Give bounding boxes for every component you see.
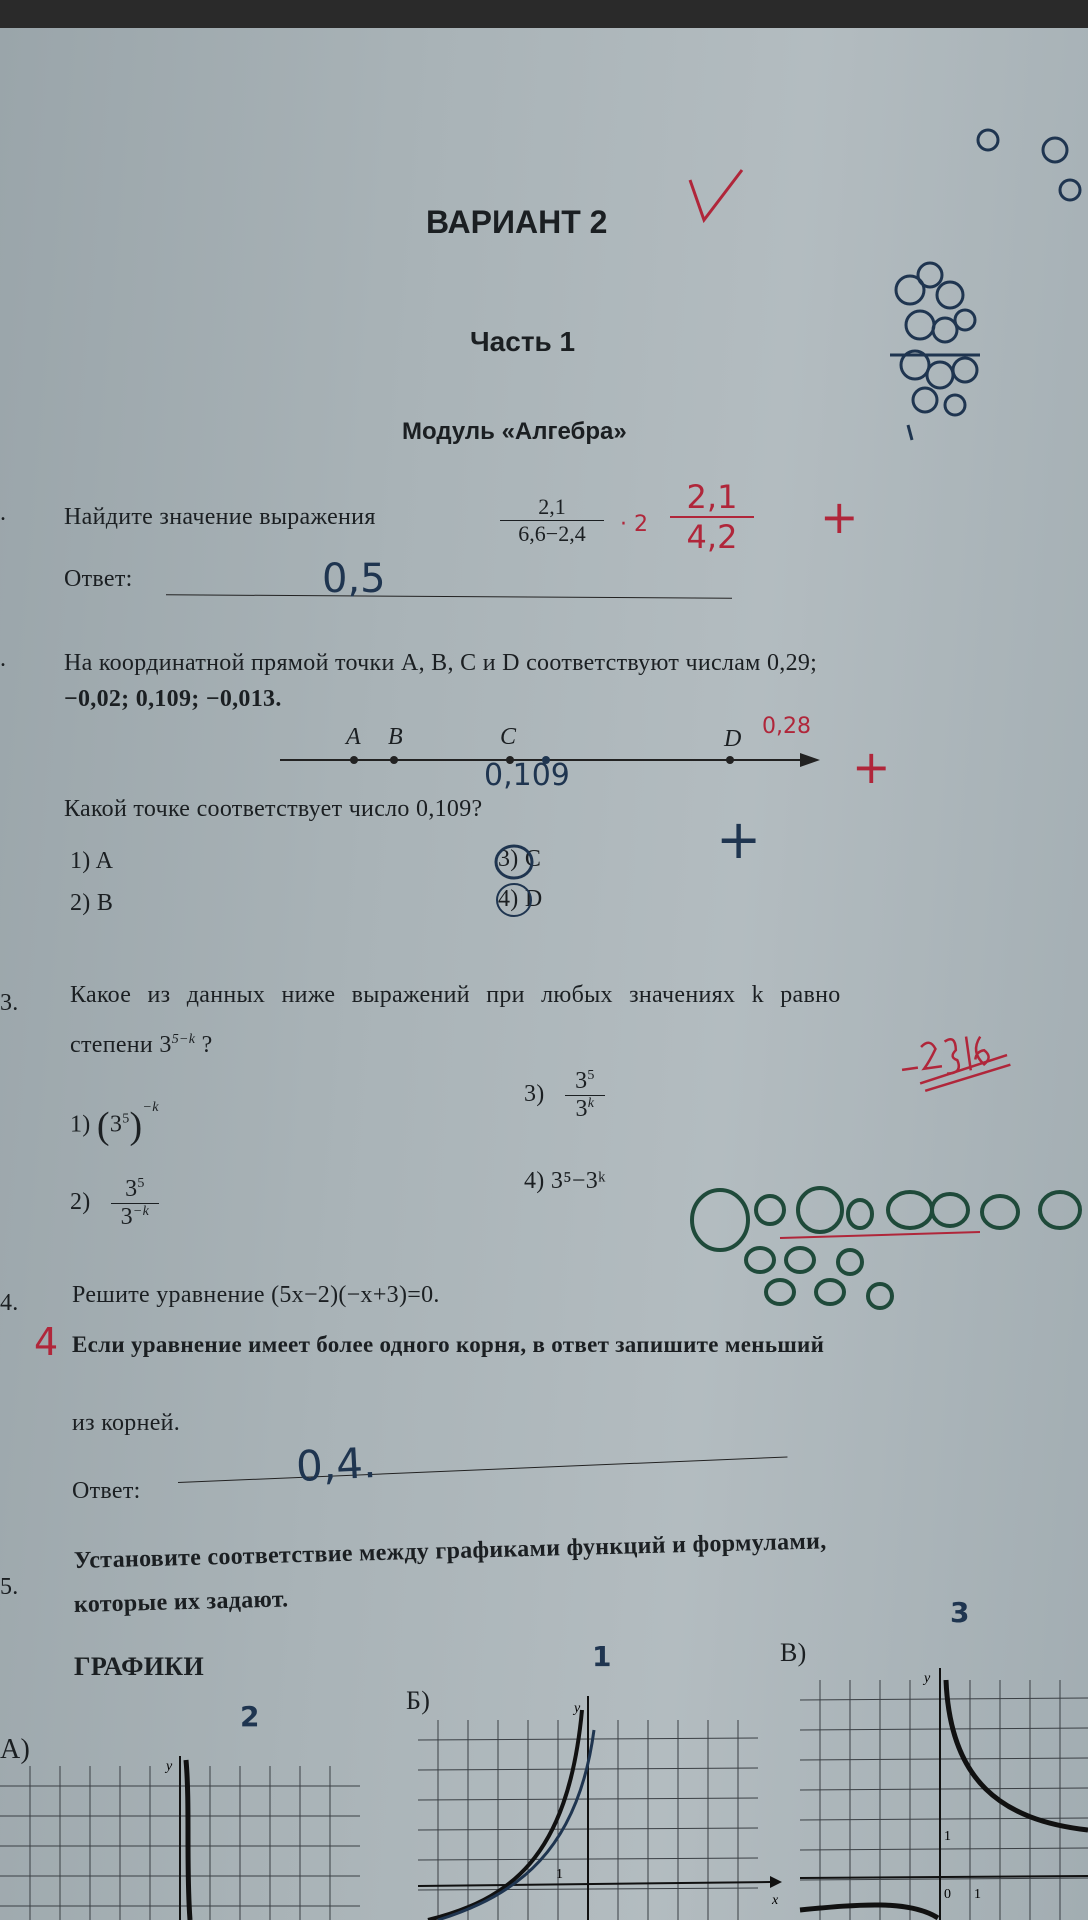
task3-power: 5−k (171, 1032, 196, 1047)
task4-hand-number: 4 (34, 1320, 59, 1364)
svg-text:y: y (166, 1759, 173, 1774)
graph-v-hand-mark: 3 (950, 1596, 970, 1629)
task5-text-line2: которые их задают. (73, 1586, 289, 1618)
graphs-title: ГРАФИКИ (74, 1652, 204, 1681)
task1-number: . (0, 500, 6, 526)
green-scribble-icon (680, 1180, 1088, 1320)
svg-text:1: 1 (556, 1867, 563, 1882)
task3-option-2: 2) $\frac{3^5}{3^{-k}}$ (70, 1176, 159, 1231)
task3-option-3-prefix: 3) (524, 1081, 545, 1108)
svg-text:x: x (772, 1893, 779, 1908)
task2-hand-d-value: 0,28 (762, 714, 811, 739)
task3-text-line2 (70, 1032, 213, 1059)
graph-b (418, 1690, 788, 1920)
task1-fraction-denominator: 6,6−2,4 (518, 521, 586, 546)
task1-text: Найдите значение выражения (64, 504, 376, 530)
task2-option-4: 4) D (498, 886, 543, 912)
module-title: Модуль «Алгебра» (402, 418, 627, 445)
task5-number: 5. (0, 1574, 19, 1600)
ink-scribble-icon (880, 110, 1080, 440)
graph-v (800, 1660, 1088, 1920)
task2-option-2: 2) B (70, 890, 114, 916)
task1-answer-label: Ответ: (64, 566, 133, 592)
task1-fraction (500, 494, 604, 547)
svg-text:y: y (574, 1701, 581, 1716)
task3-text-line2-main: степени 3 (70, 1032, 172, 1058)
graph-label-b: Б) (406, 1686, 431, 1715)
task2-option-3: 3) C (498, 846, 542, 872)
graph-b-hand-mark: 1 (592, 1640, 612, 1673)
graph-label-v: В) (780, 1638, 807, 1667)
task2-hand-mark2: + (716, 808, 762, 871)
axis-label-b: B (388, 724, 403, 750)
axis-label-c: C (500, 724, 517, 750)
axis-label-d: D (724, 726, 742, 752)
task1-hand-work-numerator: 2,1 (670, 478, 754, 518)
task3-option-2-prefix: 2) (70, 1189, 91, 1216)
task2-text-line2: −0,02; 0,109; −0,013. (64, 686, 282, 712)
check-mark-icon (686, 166, 746, 226)
task3-number: 3. (0, 990, 19, 1016)
task2-question: Какой точке соответствует число 0,109? (64, 796, 483, 822)
part-title: Часть 1 (470, 326, 576, 357)
graph-a-hand-mark: 2 (240, 1700, 260, 1733)
task3-option-3: 3) $\frac{3^5}{3^k}$ (524, 1068, 605, 1123)
variant-title: ВАРИАНТ 2 (426, 204, 608, 240)
task3-qmark: ? (201, 1032, 213, 1058)
task4-answer-label: Ответ: (72, 1478, 141, 1504)
task3-option-4-prefix: 4) (524, 1168, 545, 1194)
svg-text:0: 0 (944, 1887, 951, 1902)
task4-text-line3: из корней. (72, 1410, 181, 1436)
task3-option-1: 1) $(3^5)^{-k}$ (70, 1099, 159, 1147)
task5-text-line1: Установите соответствие между графиками функций и формулами, (73, 1528, 827, 1574)
task3-text-line1: Какое из данных ниже выражений при любых значениях k равно (70, 982, 841, 1008)
task1-hand-mark: + (820, 490, 859, 544)
task2-number: . (0, 646, 7, 672)
graph-a (0, 1746, 360, 1920)
task1-hand-answer: 0,5 (322, 556, 386, 602)
task3-option-4 (524, 1168, 606, 1195)
task3-option-1-prefix: 1) (70, 1111, 91, 1138)
task1-hand-work (670, 478, 754, 556)
task1-hand-work-denominator: 4,2 (686, 518, 738, 556)
task2-hand-mark1: + (852, 740, 891, 794)
task1-hand-dot: · 2 (620, 512, 648, 537)
task4-text-line1: Решите уравнение (5x−2)(−x+3)=0. (72, 1282, 440, 1308)
svg-text:1: 1 (944, 1829, 951, 1844)
circled-answer-icon (492, 838, 542, 928)
axis-label-a: A (346, 724, 361, 750)
task4-hand-answer: 0,4. (294, 1437, 378, 1492)
graph-label-a: А) (0, 1734, 31, 1765)
task2-text-line1: На координатной прямой точки A, B, C и D соответствуют числам 0,29; (64, 650, 818, 676)
task1-fraction-numerator: 2,1 (500, 494, 604, 521)
svg-text:1: 1 (974, 1887, 981, 1902)
task4-text-line2: Если уравнение имеет более одного корня, в ответ запишите меньший (72, 1332, 825, 1357)
svg-text:y: y (924, 1671, 931, 1686)
task3-option-4-text: 3⁵−3ᵏ (550, 1168, 606, 1194)
task4-number: 4. (0, 1290, 19, 1316)
task2-hand-axis-value: 0,109 (484, 758, 570, 793)
task2-option-1: 1) A (70, 848, 114, 874)
